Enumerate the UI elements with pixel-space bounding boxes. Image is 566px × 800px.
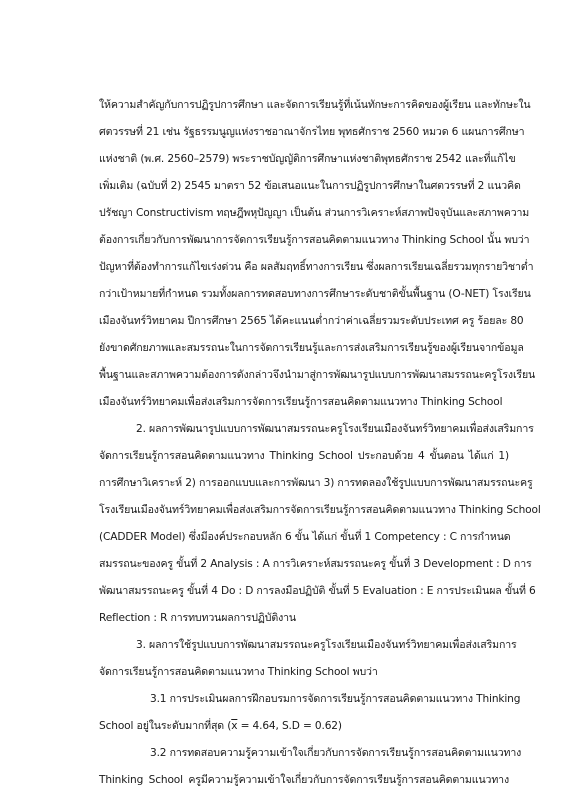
text-line: 2. ผลการพัฒนารูปแบบการพัฒนาสมรรถนะครูโรงเรียนเมืองจันทร์วิทยาคมเพื่อส่งเสริมการ: [136, 423, 534, 435]
text-line: เมืองจันทร์วิทยาคม ปีการศึกษา 2565 ได้คะแนนต่ำกว่าค่าเฉลี่ยรวมระดับประเทศ ครู ร้อยละ 80: [99, 315, 524, 327]
text-line: แห่งชาติ (พ.ศ. 2560–2579) พระราชบัญญัติการศึกษาแห่งชาติพุทธศักราช 2542 และที่แก้ไข: [99, 153, 516, 165]
text-line: ต้องการเกี่ยวกับการพัฒนาการจัดการเรียนรู้การสอนคิดตามแนวทาง Thinking School นั้น พบว่า: [99, 234, 530, 246]
text-line: พัฒนาสมรรถนะครู ขั้นที่ 4 Do : D การลงมือปฏิบัติ ขั้นที่ 5 Evaluation : E การประเมินผล ขั้นที่ 6: [99, 585, 536, 597]
text-line: ปรัชญา Constructivism ทฤษฎีพหุปัญญา เป็นต้น ส่วนการวิเคราะห์สภาพปัจจุบันและสภาพความ: [99, 207, 530, 219]
text-line: เพิ่มเติม (ฉบับที่ 2) 2545 มาตรา 52 ข้อเสนอแนะในการปฏิรูปการศึกษาในศตวรรษที่ 2 แนวคิด: [99, 180, 521, 192]
text-line: ปัญหาที่ต้องทำการแก้ไขเร่งด่วน คือ ผลสัมฤทธิ์ทางการเรียน ซึ่งผลการเรียนเฉลี่ยรวมทุกรายวิชาต่ำ: [99, 261, 534, 273]
text-line: 3. ผลการใช้รูปแบบการพัฒนาสมรรถนะครูโรงเรียนเมืองจันทร์วิทยาคมเพื่อส่งเสริมการ: [136, 639, 517, 651]
text-line: พื้นฐานและสภาพความต้องการดังกล่าวจึงนำมาสู่การพัฒนารูปแบบการพัฒนาสมรรถนะครูโรงเรียน: [99, 369, 536, 381]
text-line: 3.1 การประเมินผลการฝึกอบรมการจัดการเรียนรู้การสอนคิดตามแนวทาง Thinking: [150, 693, 521, 705]
text-line: 3.2 การทดสอบความรู้ความเข้าใจเกี่ยวกับการจัดการเรียนรู้การสอนคิดตามแนวทาง: [150, 747, 522, 759]
text-line: ศตวรรษที่ 21 เช่น รัฐธรรมนูญแห่งราชอาณาจักรไทย พุทธศักราช 2560 หมวด 6 แผนการศึกษา: [99, 126, 525, 138]
text-segment: School อยู่ในระดับมากที่สุด (: [99, 720, 232, 732]
text-line: Reflection : R การทบทวนผลการปฏิบัติงาน: [99, 612, 296, 624]
text-line: โรงเรียนเมืองจันทร์วิทยาคมเพื่อส่งเสริมการจัดการเรียนรู้การสอนคิดตามแนวทาง Thinking School: [99, 504, 541, 516]
text-line: ยังขาดศักยภาพและสมรรถนะในการจัดการเรียนรู้และการส่งเสริมการเรียนรู้ของผู้เรียนจากข้อมูล: [99, 342, 524, 354]
text-line: Thinking School ครูมีความรู้ความเข้าใจเกี่ยวกับการจัดการเรียนรู้การสอนคิดตามแนวทาง: [99, 774, 509, 786]
text-segment: = 4.64, S.D = 0.62): [237, 720, 342, 732]
text-line: จัดการเรียนรู้การสอนคิดตามแนวทาง Thinking School ประกอบด้วย 4 ขั้นตอน ได้แก่ 1): [99, 450, 509, 462]
text-line: [99, 719, 342, 734]
text-line: (CADDER Model) ซึ่งมีองค์ประกอบหลัก 6 ขั้น ได้แก่ ขั้นที่ 1 Competency : C การกำหนด: [99, 531, 511, 543]
text-line: จัดการเรียนรู้การสอนคิดตามแนวทาง Thinking School พบว่า: [99, 666, 378, 678]
text-line: สมรรถนะของครู ขั้นที่ 2 Analysis : A การวิเคราะห์สมรรถนะครู ขั้นที่ 3 Development : D การ: [99, 558, 532, 570]
text-line: การศึกษาวิเคราะห์ 2) การออกแบบและการพัฒนา 3) การทดลองใช้รูปแบบการพัฒนาสมรรถนะครู: [99, 477, 533, 489]
text-line: กว่าเป้าหมายที่กำหนด รวมทั้งผลการทดสอบทางการศึกษาระดับชาติขั้นพื้นฐาน (O-NET) โรงเรียน: [99, 288, 531, 300]
text-line: ให้ความสำคัญกับการปฏิรูปการศึกษา และจัดการเรียนรู้ที่เน้นทักษะการคิดของผู้เรียน และทักษะใน: [99, 99, 531, 111]
text-line: เมืองจันทร์วิทยาคมเพื่อส่งเสริมการจัดการเรียนรู้การสอนคิดตามแนวทาง Thinking School: [99, 396, 503, 408]
mean-symbol: $\overline{x}$: [231, 720, 238, 732]
